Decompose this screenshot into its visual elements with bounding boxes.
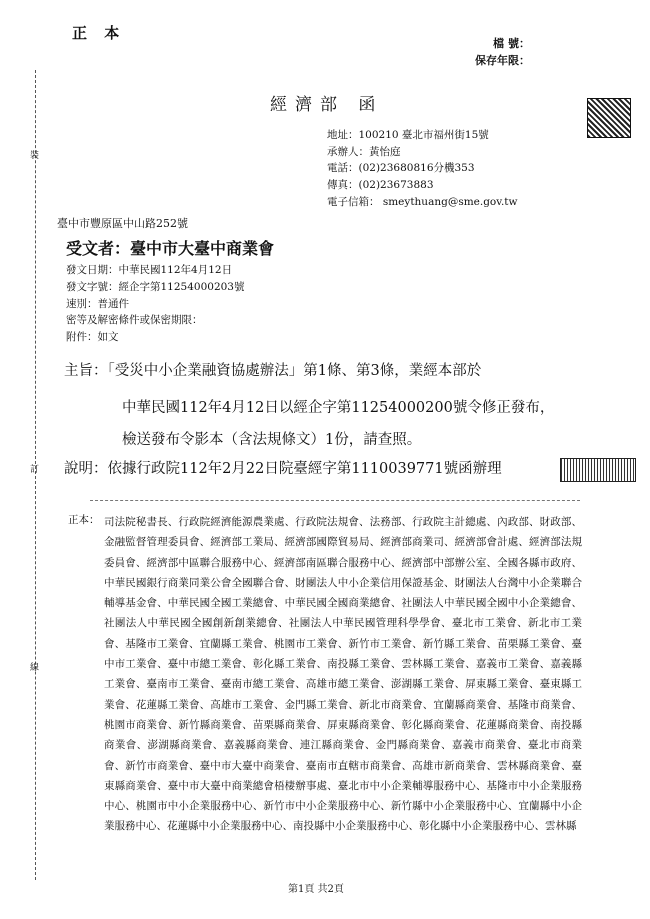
subject-line-1: 主旨：「受災中小企業融資協處辦法」第1條、第3條，業經本部於 [64, 363, 482, 379]
recipient: 受文者：臺中市大臺中商業會 [66, 239, 275, 258]
fold-mark-bind: 裝 [30, 151, 40, 161]
speed-class: 速別：普通件 [66, 298, 129, 310]
binding-fold-line [35, 70, 36, 880]
receipt-stamp [560, 458, 636, 482]
subject-line-2: 中華民國112年4月12日以經企字第11254000200號令修正發布， [122, 400, 555, 416]
file-number-label: 檔 號： [493, 37, 530, 50]
fold-mark-line: 線 [30, 663, 40, 673]
attachment: 附件：如文 [66, 331, 119, 343]
document-title: 經濟部 函 [270, 95, 384, 115]
page-number: 第1頁 共2頁 [288, 884, 344, 895]
sender-contact: 承辦人：黃怡庭 [327, 146, 401, 158]
explanation: 說明：依據行政院112年2月22日院臺經字第1110039771號函辦理 [64, 461, 502, 477]
sender-email: 電子信箱： smeythuang@sme.gov.tw [327, 196, 518, 208]
official-seal-stamp [587, 98, 631, 138]
cc-recipients: 司法院秘書長、行政院經濟能源農業處、行政院法規會、法務部、行政院主計總處、內政部、財政部、金融監督管理委員會、經濟部工業局、經濟部國際貿易局、經濟部商業司、經濟部會計處、經濟部法規委員會、經濟部中區聯合服務中心、經濟部南區聯合服務中心、經濟部中部辦公室、全國各縣市政府、中華民國銀行商業同業公會全國聯合會、財團法人中小企業信用保證基金、財團法人台灣中小企業聯合輔導基金會、中華民國全國工業總會、中華民國全國商業總會、社團法人中華民國全國中小企業總會、社團法人中華民國全國創新創業總會、社團法人中華民國管理科學學會、臺北市工業會、新北市工業會、基隆市工業會、宜蘭縣工業會、桃園市工業會、新竹市工業會、新竹縣工業會、苗栗縣工業會、臺中市工業會、臺中市總工業會、彰化縣工業會、南投縣工業會、雲林縣工業會、嘉義市工業會、嘉義縣工業會、臺南市工業會、臺南市總工業會、高雄市總工業會、澎湖縣工業會、屏東縣工業會、臺東縣工業會、花蓮縣工業會、高雄市工業會、金門縣工業會、新北市商業會、宜蘭縣商業會、基隆市商業會、桃園市商業會、新竹縣商業會、苗栗縣商業會、屏東縣商業會、彰化縣商業會、花蓮縣商業會、南投縣商業會、澎湖縣商業會、嘉義縣商業會、連江縣商業會、金門縣商業會、嘉義市商業會、臺北市商業會、新竹市商業會、臺中市大臺中商業會、臺南市直轄市商業會、高雄市新商業會、雲林縣商業會、臺東縣商業會、臺中市大臺中商業總會梧棲辦事處、臺北市中小企業輔導服務中心、基隆市中小企業服務中心、桃園市中小企業服務中心、新竹市中小企業服務中心、新竹縣中小企業服務中心、宜蘭縣中小企業服務中心、花蓮縣中小企業服務中心、南投縣中小企業服務中心、彰化縣中小企業服務中心、雲林縣 [104, 516, 582, 833]
document-number: 發文字號：經企字第11254000203號 [66, 281, 245, 293]
issue-date: 發文日期：中華民國112年4月12日 [66, 264, 233, 276]
recipient-address: 臺中市豐原區中山路252號 [57, 217, 188, 230]
sender-phone: 電話：(02)23680816分機353 [327, 162, 475, 174]
section-divider [90, 500, 580, 501]
copy-label: 正 本 [72, 24, 126, 42]
fold-mark-staple: 訂 [30, 465, 40, 475]
sender-fax: 傳真：(02)23673883 [327, 179, 434, 191]
secrecy-level: 密等及解密條件或保密期限： [66, 314, 203, 326]
cc-label: 正本： [68, 514, 100, 526]
sender-address: 地址：100210 臺北市福州街15號 [327, 129, 489, 141]
retention-label: 保存年限： [475, 54, 530, 67]
subject-line-3: 檢送發布令影本（含法規條文）1份，請查照。 [122, 432, 422, 448]
